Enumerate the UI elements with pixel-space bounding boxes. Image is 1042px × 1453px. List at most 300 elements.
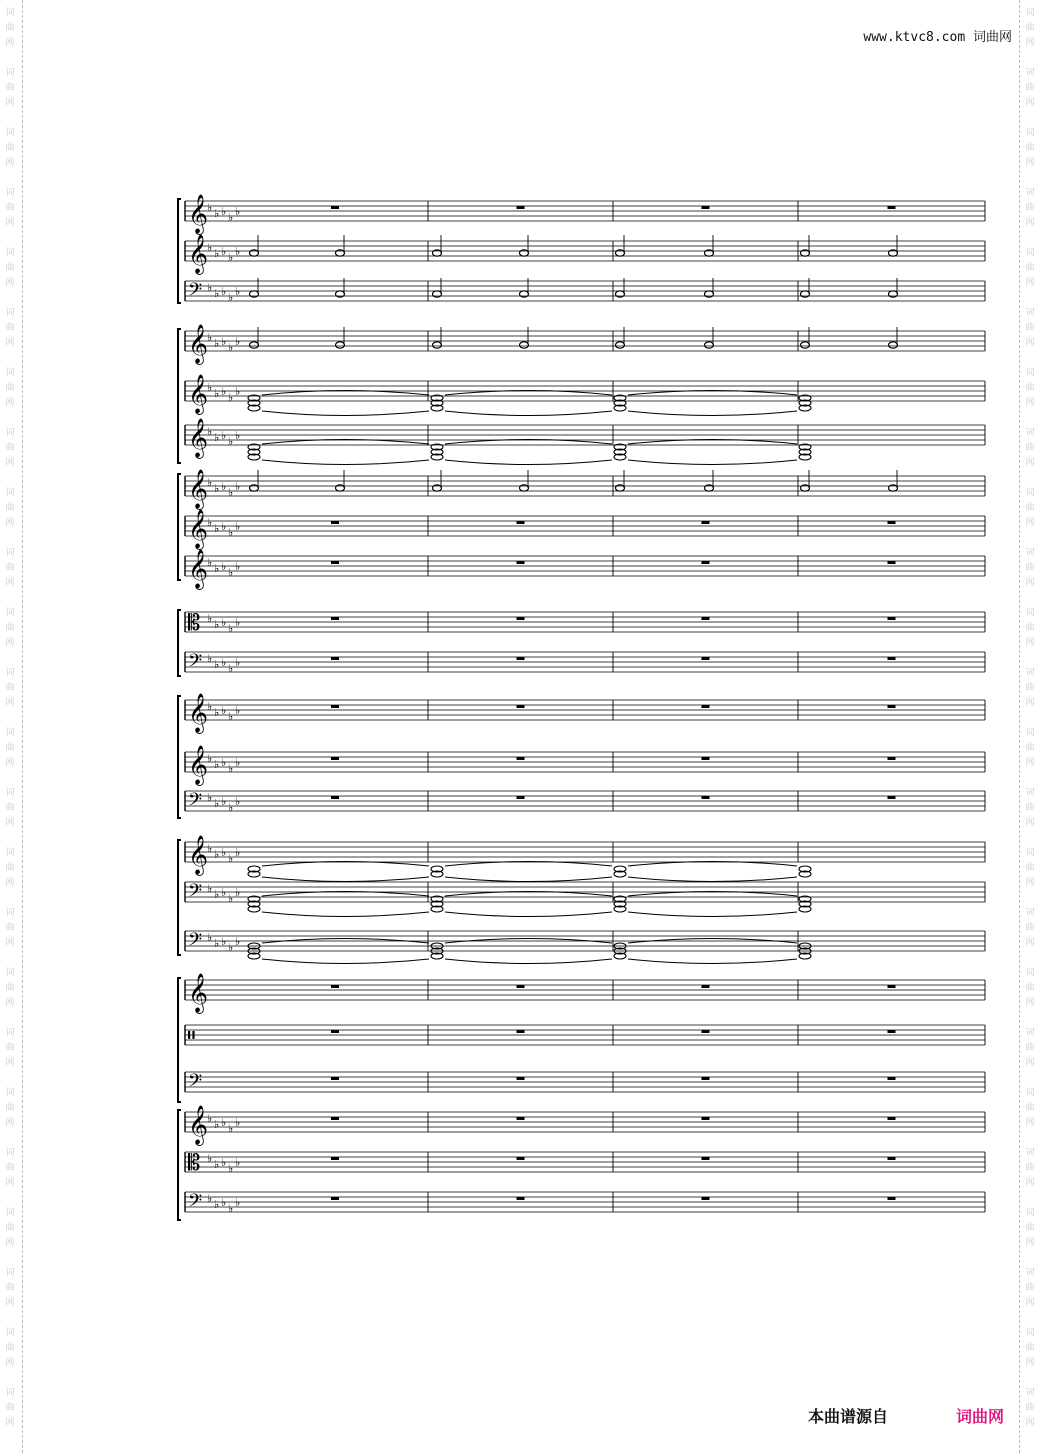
watermark-char: 词 xyxy=(5,1028,15,1038)
whole-rest xyxy=(517,561,525,564)
flat-symbol: ♭ xyxy=(228,211,234,224)
whole-rest xyxy=(702,1197,710,1200)
watermark-char: 网 xyxy=(5,1238,15,1248)
watermark-char: 网 xyxy=(1025,278,1035,288)
watermark-char: 词 xyxy=(1025,548,1035,558)
flat-symbol: ♭ xyxy=(228,341,234,354)
watermark-char: 曲 xyxy=(5,1283,15,1293)
whole-rest xyxy=(331,1117,339,1120)
flat-symbol: ♭ xyxy=(235,756,241,769)
watermark-char: 网 xyxy=(5,998,15,1008)
flat-symbol: ♭ xyxy=(207,425,213,438)
flat-symbol: ♭ xyxy=(214,706,220,719)
watermark-char: 网 xyxy=(5,38,15,48)
tie xyxy=(262,959,429,964)
treble-clef: 𝄞 xyxy=(188,469,209,509)
flat-symbol: ♭ xyxy=(235,520,241,533)
watermark-char: 曲 xyxy=(5,443,15,453)
watermark-char: 词 xyxy=(5,308,15,318)
treble-clef: 𝄞 xyxy=(188,194,209,234)
watermark-char: 词 xyxy=(1025,968,1035,978)
flat-symbol: ♭ xyxy=(228,622,234,635)
half-note xyxy=(705,342,714,348)
watermark-char: 网 xyxy=(1025,698,1035,708)
whole-rest xyxy=(702,617,710,620)
watermark-char: 网 xyxy=(1025,458,1035,468)
watermark-char: 词 xyxy=(1025,188,1035,198)
flat-symbol: ♭ xyxy=(228,941,234,954)
watermark-char: 网 xyxy=(1025,1178,1035,1188)
flat-symbol: ♭ xyxy=(235,795,241,808)
watermark-char: 网 xyxy=(1025,98,1035,108)
whole-rest xyxy=(331,985,339,988)
half-note xyxy=(801,342,810,348)
watermark-char: 曲 xyxy=(1025,923,1035,933)
watermark-char: 网 xyxy=(5,1298,15,1308)
watermark-char: 曲 xyxy=(1025,623,1035,633)
whole-rest xyxy=(517,657,525,660)
watermark-char: 曲 xyxy=(1025,263,1035,273)
flat-symbol: ♭ xyxy=(214,482,220,495)
watermark-char: 网 xyxy=(1025,1358,1035,1368)
watermark-char: 网 xyxy=(1025,578,1035,588)
flat-symbol: ♭ xyxy=(207,281,213,294)
watermark-char: 词 xyxy=(5,908,15,918)
flat-symbol: ♭ xyxy=(235,656,241,669)
watermark-char: 网 xyxy=(1025,158,1035,168)
whole-rest xyxy=(702,521,710,524)
watermark-char: 词 xyxy=(5,128,15,138)
watermark-char: 曲 xyxy=(1025,683,1035,693)
tie xyxy=(262,460,429,465)
flat-symbol: ♭ xyxy=(207,882,213,895)
system-bracket xyxy=(178,199,181,303)
watermark-char: 曲 xyxy=(1025,23,1035,33)
whole-rest xyxy=(888,206,896,209)
watermark-char: 曲 xyxy=(1025,863,1035,873)
flat-symbol: ♭ xyxy=(235,205,241,218)
flat-symbol: ♭ xyxy=(228,526,234,539)
whole-rest xyxy=(702,985,710,988)
watermark-char: 曲 xyxy=(1025,143,1035,153)
flat-symbol: ♭ xyxy=(207,842,213,855)
header-url[interactable]: www.ktvc8.com xyxy=(863,30,966,45)
watermark-char: 网 xyxy=(5,1178,15,1188)
watermark-char: 词 xyxy=(1025,848,1035,858)
watermark-char: 曲 xyxy=(1025,323,1035,333)
flat-symbol: ♭ xyxy=(221,616,227,629)
watermark-char: 曲 xyxy=(5,803,15,813)
whole-rest xyxy=(331,206,339,209)
watermark-char: 曲 xyxy=(5,143,15,153)
watermark-char: 网 xyxy=(1025,818,1035,828)
treble-clef: 𝄞 xyxy=(188,549,209,589)
whole-rest xyxy=(517,206,525,209)
flat-symbol: ♭ xyxy=(228,1202,234,1215)
flat-symbol: ♭ xyxy=(207,241,213,254)
watermark-char: 词 xyxy=(5,428,15,438)
flat-symbol: ♭ xyxy=(235,385,241,398)
flat-symbol: ♭ xyxy=(214,1198,220,1211)
watermark-char: 网 xyxy=(5,278,15,288)
whole-rest xyxy=(888,796,896,799)
flat-symbol: ♭ xyxy=(214,387,220,400)
whole-rest xyxy=(702,705,710,708)
tie xyxy=(445,877,612,882)
bass-clef: 𝄢 xyxy=(188,651,203,676)
flat-symbol: ♭ xyxy=(221,656,227,669)
flat-symbol: ♭ xyxy=(228,391,234,404)
flat-symbol: ♭ xyxy=(214,431,220,444)
whole-rest xyxy=(331,1157,339,1160)
watermark-char: 网 xyxy=(5,458,15,468)
watermark-char: 曲 xyxy=(1025,203,1035,213)
whole-rest xyxy=(702,657,710,660)
watermark-char: 网 xyxy=(1025,878,1035,888)
flat-symbol: ♭ xyxy=(207,476,213,489)
whole-rest xyxy=(331,1197,339,1200)
flat-symbol: ♭ xyxy=(228,662,234,675)
flat-symbol: ♭ xyxy=(214,247,220,260)
percussion-clef: 𝄥 xyxy=(188,1024,195,1049)
flat-symbol: ♭ xyxy=(228,435,234,448)
flat-symbol: ♭ xyxy=(221,1156,227,1169)
whole-rest xyxy=(331,757,339,760)
watermark-char: 词 xyxy=(1025,248,1035,258)
watermark-char: 网 xyxy=(5,818,15,828)
system-bracket xyxy=(178,329,181,463)
flat-symbol: ♭ xyxy=(207,201,213,214)
whole-rest xyxy=(331,521,339,524)
watermark-char: 词 xyxy=(1025,488,1035,498)
tie xyxy=(262,877,429,882)
whole-rest xyxy=(888,521,896,524)
flat-symbol: ♭ xyxy=(235,335,241,348)
watermark-char: 词 xyxy=(5,188,15,198)
flat-symbol: ♭ xyxy=(214,1118,220,1131)
flat-symbol: ♭ xyxy=(228,1162,234,1175)
watermark-char: 曲 xyxy=(1025,1223,1035,1233)
flat-symbol: ♭ xyxy=(214,758,220,771)
flat-symbol: ♭ xyxy=(235,846,241,859)
watermark-char: 词 xyxy=(1025,728,1035,738)
watermark-char: 网 xyxy=(5,578,15,588)
flat-symbol: ♭ xyxy=(214,287,220,300)
watermark-char: 曲 xyxy=(5,1043,15,1053)
watermark-char: 词 xyxy=(1025,1328,1035,1338)
watermark-char: 词 xyxy=(5,728,15,738)
watermark-char: 网 xyxy=(1025,398,1035,408)
whole-rest xyxy=(702,1077,710,1080)
watermark-char: 网 xyxy=(1025,518,1035,528)
watermark-char: 词 xyxy=(5,368,15,378)
flat-symbol: ♭ xyxy=(228,710,234,723)
flat-symbol: ♭ xyxy=(228,566,234,579)
watermark-char: 词 xyxy=(5,548,15,558)
whole-rest xyxy=(702,1030,710,1033)
flat-symbol: ♭ xyxy=(221,385,227,398)
flat-symbol: ♭ xyxy=(235,285,241,298)
watermark-char: 词 xyxy=(1025,68,1035,78)
watermark-char: 词 xyxy=(1025,308,1035,318)
watermark-char: 曲 xyxy=(5,923,15,933)
watermark-char: 词 xyxy=(1025,788,1035,798)
flat-symbol: ♭ xyxy=(235,616,241,629)
watermark-char: 曲 xyxy=(5,983,15,993)
watermark-char: 网 xyxy=(5,1358,15,1368)
watermark-char: 网 xyxy=(1025,938,1035,948)
watermark-char: 网 xyxy=(5,338,15,348)
flat-symbol: ♭ xyxy=(235,245,241,258)
watermark-char: 网 xyxy=(5,158,15,168)
watermark-char: 词 xyxy=(1025,128,1035,138)
system-bracket xyxy=(178,978,181,1102)
watermark-char: 词 xyxy=(5,1208,15,1218)
flat-symbol: ♭ xyxy=(221,429,227,442)
bass-clef: 𝄢 xyxy=(188,790,203,815)
whole-rest xyxy=(702,561,710,564)
flat-symbol: ♭ xyxy=(221,335,227,348)
flat-symbol: ♭ xyxy=(207,931,213,944)
flat-symbol: ♭ xyxy=(214,797,220,810)
watermark-char: 曲 xyxy=(5,383,15,393)
tie xyxy=(628,959,797,964)
whole-rest xyxy=(331,1077,339,1080)
watermark-char: 曲 xyxy=(1025,1043,1035,1053)
watermark-char: 词 xyxy=(5,1088,15,1098)
system-bracket xyxy=(178,1110,181,1220)
flat-symbol: ♭ xyxy=(235,560,241,573)
watermark-char: 网 xyxy=(1025,1418,1035,1428)
watermark-char: 曲 xyxy=(5,23,15,33)
whole-rest xyxy=(888,657,896,660)
watermark-char: 词 xyxy=(5,788,15,798)
tie xyxy=(628,460,797,465)
flat-symbol: ♭ xyxy=(214,618,220,631)
flat-symbol: ♭ xyxy=(221,1116,227,1129)
flat-symbol: ♭ xyxy=(207,1112,213,1125)
whole-rest xyxy=(888,757,896,760)
whole-rest xyxy=(888,617,896,620)
watermark-char: 词 xyxy=(1025,428,1035,438)
watermark-char: 网 xyxy=(5,1418,15,1428)
whole-rest xyxy=(517,985,525,988)
flat-symbol: ♭ xyxy=(221,704,227,717)
flat-symbol: ♭ xyxy=(214,522,220,535)
flat-symbol: ♭ xyxy=(207,331,213,344)
watermark-char: 曲 xyxy=(1025,563,1035,573)
watermark-char: 网 xyxy=(1025,338,1035,348)
watermark-char: 曲 xyxy=(1025,1343,1035,1353)
watermark-char: 词 xyxy=(5,1388,15,1398)
whole-rest xyxy=(331,617,339,620)
watermark-char: 词 xyxy=(5,968,15,978)
watermark-char: 词 xyxy=(1025,1208,1035,1218)
flat-symbol: ♭ xyxy=(235,935,241,948)
watermark-char: 曲 xyxy=(5,1103,15,1113)
flat-symbol: ♭ xyxy=(235,480,241,493)
tie xyxy=(445,460,612,465)
alto-clef: 𝄡 xyxy=(188,1151,201,1176)
system-bracket xyxy=(178,840,181,955)
footer-source-label: 本曲谱源自 xyxy=(808,1407,889,1426)
treble-clef: 𝄞 xyxy=(188,324,209,364)
header-site[interactable]: 词曲网 xyxy=(972,30,1012,45)
watermark-char: 曲 xyxy=(1025,1403,1035,1413)
flat-symbol: ♭ xyxy=(214,562,220,575)
whole-rest xyxy=(888,1157,896,1160)
watermark-char: 词 xyxy=(5,848,15,858)
watermark-char: 网 xyxy=(1025,38,1035,48)
whole-rest xyxy=(331,1030,339,1033)
watermark-char: 词 xyxy=(5,8,15,18)
alto-clef: 𝄡 xyxy=(188,611,201,636)
watermark-char: 网 xyxy=(1025,1058,1035,1068)
watermark-char: 网 xyxy=(5,1118,15,1128)
whole-rest xyxy=(517,521,525,524)
watermark-char: 词 xyxy=(5,1328,15,1338)
treble-clef: 𝄞 xyxy=(188,374,209,414)
watermark-char: 词 xyxy=(5,248,15,258)
whole-rest xyxy=(331,561,339,564)
whole-rest xyxy=(888,1030,896,1033)
bass-clef: 𝄢 xyxy=(188,1191,203,1216)
flat-symbol: ♭ xyxy=(221,560,227,573)
system-bracket xyxy=(178,610,181,676)
watermark-char: 网 xyxy=(5,638,15,648)
half-note xyxy=(889,342,898,348)
watermark-char: 曲 xyxy=(5,563,15,573)
half-note xyxy=(616,342,625,348)
watermark-char: 网 xyxy=(1025,1118,1035,1128)
flat-symbol: ♭ xyxy=(214,207,220,220)
watermark-char: 网 xyxy=(5,758,15,768)
whole-rest xyxy=(702,1117,710,1120)
watermark-char: 网 xyxy=(1025,1298,1035,1308)
tie xyxy=(628,877,797,882)
half-note xyxy=(250,342,259,348)
whole-rest xyxy=(517,1077,525,1080)
watermark-char: 词 xyxy=(5,488,15,498)
tie xyxy=(262,912,429,917)
watermark-char: 词 xyxy=(1025,1388,1035,1398)
watermark-char: 词 xyxy=(1025,1268,1035,1278)
bass-clef: 𝄢 xyxy=(188,881,203,906)
flat-symbol: ♭ xyxy=(207,381,213,394)
system-bracket xyxy=(178,474,181,580)
treble-clef: 𝄞 xyxy=(188,1105,209,1145)
watermark-char: 曲 xyxy=(1025,1283,1035,1293)
watermark-char: 词 xyxy=(5,1148,15,1158)
tie xyxy=(445,959,612,964)
watermark-char: 曲 xyxy=(1025,803,1035,813)
whole-rest xyxy=(517,1117,525,1120)
flat-symbol: ♭ xyxy=(214,658,220,671)
watermark-char: 网 xyxy=(1025,218,1035,228)
flat-symbol: ♭ xyxy=(214,1158,220,1171)
flat-symbol: ♭ xyxy=(214,937,220,950)
watermark-char: 曲 xyxy=(1025,1103,1035,1113)
watermark-char: 词 xyxy=(1025,1088,1035,1098)
flat-symbol: ♭ xyxy=(221,480,227,493)
tie xyxy=(262,411,429,416)
flat-symbol: ♭ xyxy=(207,652,213,665)
watermark-char: 词 xyxy=(1025,1028,1035,1038)
treble-clef: 𝄞 xyxy=(188,693,209,733)
flat-symbol: ♭ xyxy=(207,612,213,625)
watermark-char: 网 xyxy=(5,518,15,528)
flat-symbol: ♭ xyxy=(235,704,241,717)
half-note xyxy=(520,342,529,348)
whole-rest xyxy=(702,796,710,799)
flat-symbol: ♭ xyxy=(207,556,213,569)
whole-rest xyxy=(517,617,525,620)
watermark-char: 曲 xyxy=(1025,383,1035,393)
footer-source-site[interactable]: 词曲网 xyxy=(956,1407,1005,1426)
flat-symbol: ♭ xyxy=(235,429,241,442)
flat-symbol: ♭ xyxy=(228,291,234,304)
whole-rest xyxy=(888,1197,896,1200)
watermark-char: 曲 xyxy=(1025,443,1035,453)
watermark-char: 网 xyxy=(1025,638,1035,648)
watermark-char: 词 xyxy=(1025,368,1035,378)
flat-symbol: ♭ xyxy=(207,1152,213,1165)
watermark-char: 词 xyxy=(5,608,15,618)
flat-symbol: ♭ xyxy=(228,852,234,865)
whole-rest xyxy=(702,757,710,760)
flat-symbol: ♭ xyxy=(228,762,234,775)
bass-clef: 𝄢 xyxy=(188,930,203,955)
watermark-char: 曲 xyxy=(1025,83,1035,93)
whole-rest xyxy=(888,985,896,988)
watermark-char: 曲 xyxy=(1025,983,1035,993)
whole-rest xyxy=(517,1030,525,1033)
whole-rest xyxy=(702,1157,710,1160)
treble-clef: 𝄞 xyxy=(188,835,209,875)
whole-rest xyxy=(517,1157,525,1160)
half-note xyxy=(336,342,345,348)
watermark-char: 网 xyxy=(1025,1238,1035,1248)
treble-clef: 𝄞 xyxy=(188,745,209,785)
whole-rest xyxy=(331,796,339,799)
flat-symbol: ♭ xyxy=(221,1196,227,1209)
watermark-char: 网 xyxy=(5,398,15,408)
flat-symbol: ♭ xyxy=(207,1192,213,1205)
watermark-char: 曲 xyxy=(1025,503,1035,513)
whole-rest xyxy=(517,705,525,708)
flat-symbol: ♭ xyxy=(221,205,227,218)
flat-symbol: ♭ xyxy=(207,791,213,804)
system-bracket xyxy=(178,696,181,818)
half-note xyxy=(433,342,442,348)
watermark-char: 曲 xyxy=(5,323,15,333)
flat-symbol: ♭ xyxy=(221,846,227,859)
watermark-char: 网 xyxy=(1025,758,1035,768)
flat-symbol: ♭ xyxy=(207,516,213,529)
whole-rest xyxy=(888,705,896,708)
flat-symbol: ♭ xyxy=(221,520,227,533)
flat-symbol: ♭ xyxy=(207,700,213,713)
flat-symbol: ♭ xyxy=(228,251,234,264)
watermark-char: 曲 xyxy=(1025,743,1035,753)
watermark-char: 曲 xyxy=(5,503,15,513)
watermark-char: 曲 xyxy=(5,623,15,633)
treble-clef: 𝄞 xyxy=(188,973,209,1013)
watermark-char: 曲 xyxy=(5,1223,15,1233)
flat-symbol: ♭ xyxy=(228,1122,234,1135)
whole-rest xyxy=(888,1117,896,1120)
flat-symbol: ♭ xyxy=(228,892,234,905)
